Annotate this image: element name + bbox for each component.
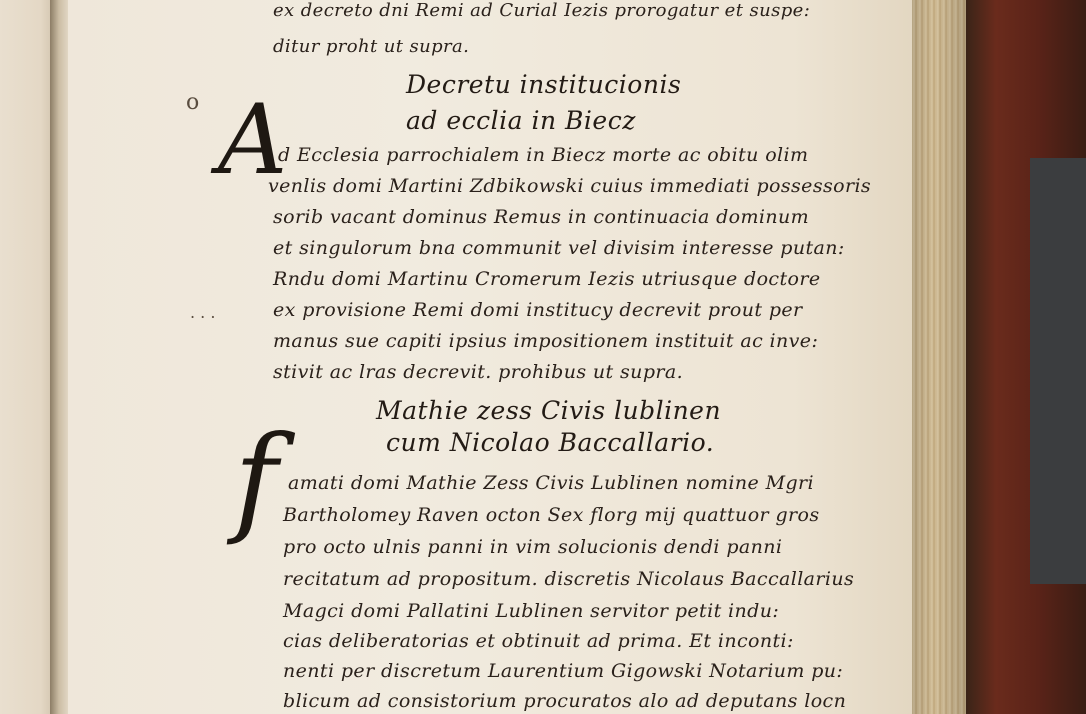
text-line: manus sue capiti ipsius impositionem instituit ac inve: (273, 330, 819, 352)
text-line: Rndu domi Martinu Cromerum Iezis utriusque doctore (273, 268, 821, 290)
text-line: ditur proht ut supra. (273, 36, 470, 57)
margin-mark: . . . (190, 303, 216, 322)
text-line: cias deliberatorias et obtinuit ad prima. Et inconti: (283, 630, 794, 652)
text-line: nenti per discretum Laurentium Gigowski Notarium pu: (283, 660, 844, 682)
entry-heading: ad ecclia in Biecz (406, 106, 636, 135)
text-line: stivit ac lras decrevit. prohibus ut supra. (273, 361, 684, 383)
text-line: ex provisione Remi domi institucy decrevit prout per (273, 299, 803, 321)
text-line: d Ecclesia parrochialem in Biecz morte ac obitu olim (278, 144, 809, 166)
text-line: blicum ad consistorium procuratos alo ad deputans locn (283, 690, 847, 712)
text-line: venlis domi Martini Zdbikowski cuius immediati possessoris (268, 175, 872, 197)
cover-board (1030, 158, 1086, 584)
entry-heading: Decretu institucionis (406, 70, 682, 99)
page-edge-shadow (912, 0, 968, 714)
text-line: amati domi Mathie Zess Civis Lublinen nomine Mgri (288, 472, 814, 494)
text-line: pro octo ulnis panni in vim solucionis dendi panni (283, 536, 783, 558)
left-page-edge (0, 0, 51, 714)
entry-heading: cum Nicolao Baccallario. (386, 428, 715, 457)
decorated-initial: A (218, 84, 288, 196)
text-line: Bartholomey Raven octon Sex florg mij quattuor gros (283, 504, 820, 526)
entry-heading: Mathie zess Civis lublinen (376, 396, 722, 425)
text-line: recitatum ad propositum. discretis Nicolaus Baccallarius (283, 568, 855, 590)
text-line: ex decreto dni Remi ad Curial Iezis prorogatur et suspe: (273, 0, 811, 21)
text-line: sorib vacant dominus Remus in continuacia dominum (273, 206, 810, 228)
text-line: et singulorum bna communit vel divisim interesse putan: (273, 237, 845, 259)
manuscript-page (68, 0, 920, 714)
book-gutter (50, 0, 70, 714)
decorated-initial: f (234, 410, 278, 548)
margin-mark: o (186, 90, 200, 115)
text-line: Magci domi Pallatini Lublinen servitor petit indu: (283, 600, 780, 622)
